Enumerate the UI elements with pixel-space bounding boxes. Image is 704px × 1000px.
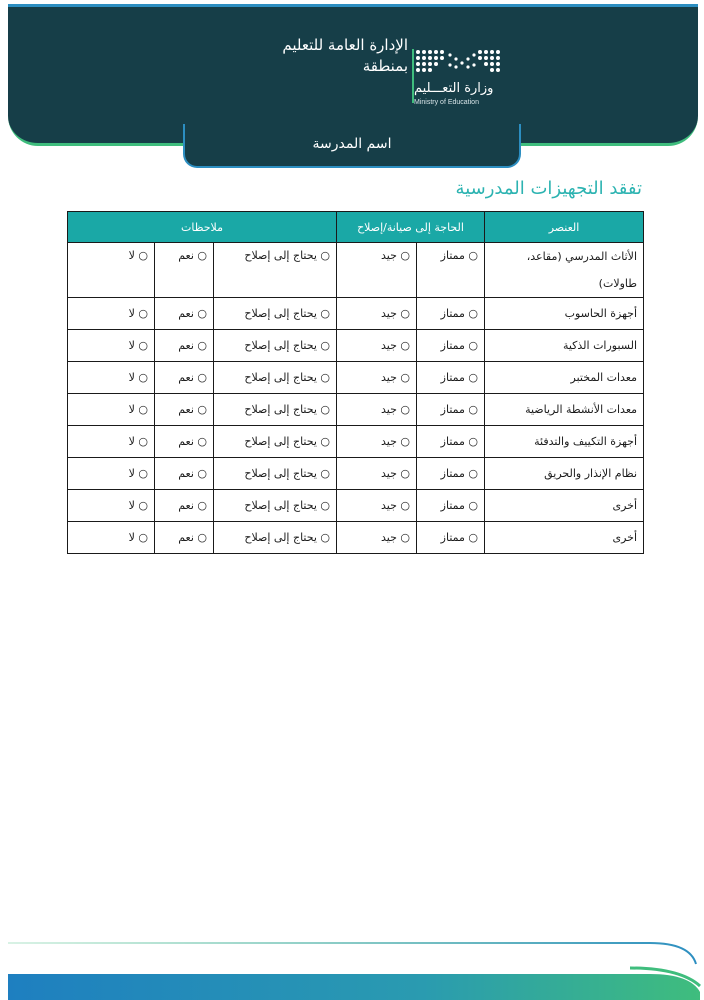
school-name-label: اسم المدرسة: [312, 136, 392, 152]
option-good[interactable]: ○ جيد: [337, 426, 417, 458]
ministry-logo: [406, 43, 506, 115]
option-yes[interactable]: ○ نعم: [155, 394, 214, 426]
table-row: [68, 394, 644, 426]
option-yes[interactable]: ○ نعم: [155, 298, 214, 330]
option-needs-repair[interactable]: ○ يحتاج إلى إصلاح: [214, 298, 337, 330]
option-yes[interactable]: ○ نعم: [155, 243, 214, 298]
option-excellent[interactable]: ○ ممتاز: [417, 330, 485, 362]
directorate-title-line2: بمنطقة: [362, 57, 408, 75]
logo-dots-icon: [414, 47, 504, 77]
option-excellent[interactable]: ○ ممتاز: [417, 458, 485, 490]
option-no[interactable]: ○ لا: [68, 458, 155, 490]
row-item-label: أجهزة التكييف والتدفئة: [485, 426, 644, 458]
option-no[interactable]: ○ لا: [68, 490, 155, 522]
option-good[interactable]: ○ جيد: [337, 298, 417, 330]
row-item-label: معدات المختبر: [485, 362, 644, 394]
table-row: [68, 522, 644, 554]
table-header-row: [68, 212, 644, 243]
option-good[interactable]: ○ جيد: [337, 394, 417, 426]
table-row: [68, 490, 644, 522]
equipment-inspection-table: [67, 211, 644, 554]
option-excellent[interactable]: ○ ممتاز: [417, 522, 485, 554]
option-needs-repair[interactable]: ○ يحتاج إلى إصلاح: [214, 243, 337, 298]
option-good[interactable]: ○ جيد: [337, 243, 417, 298]
option-no[interactable]: ○ لا: [68, 394, 155, 426]
table-row: [68, 426, 644, 458]
header-need: الحاجة إلى صيانة/إصلاح: [337, 212, 485, 243]
school-name-tab: [183, 124, 521, 168]
logo-english-text: Ministry of Education: [414, 99, 479, 106]
option-yes[interactable]: ○ نعم: [155, 362, 214, 394]
footer-swoosh: [0, 934, 704, 1000]
option-needs-repair[interactable]: ○ يحتاج إلى إصلاح: [214, 458, 337, 490]
option-no[interactable]: ○ لا: [68, 426, 155, 458]
option-good[interactable]: ○ جيد: [337, 330, 417, 362]
option-no[interactable]: ○ لا: [68, 522, 155, 554]
directorate-title: [282, 35, 408, 77]
option-excellent[interactable]: ○ ممتاز: [417, 243, 485, 298]
option-good[interactable]: ○ جيد: [337, 362, 417, 394]
option-needs-repair[interactable]: ○ يحتاج إلى إصلاح: [214, 394, 337, 426]
option-no[interactable]: ○ لا: [68, 362, 155, 394]
option-good[interactable]: ○ جيد: [337, 490, 417, 522]
option-good[interactable]: ○ جيد: [337, 522, 417, 554]
option-excellent[interactable]: ○ ممتاز: [417, 298, 485, 330]
option-no[interactable]: ○ لا: [68, 243, 155, 298]
directorate-title-line1: الإدارة العامة للتعليم: [282, 36, 408, 54]
option-needs-repair[interactable]: ○ يحتاج إلى إصلاح: [214, 362, 337, 394]
table-row: [68, 330, 644, 362]
row-item-label: أخرى: [485, 490, 644, 522]
row-item-label: السبورات الذكية: [485, 330, 644, 362]
header-item: العنصر: [485, 212, 644, 243]
row-item-label: معدات الأنشطة الرياضية: [485, 394, 644, 426]
logo-arabic-text: وزارة التعـــليم: [414, 81, 494, 96]
table-row: [68, 458, 644, 490]
row-item-label: أخرى: [485, 522, 644, 554]
table-row: [68, 362, 644, 394]
header-notes: ملاحظات: [68, 212, 337, 243]
option-yes[interactable]: ○ نعم: [155, 458, 214, 490]
option-needs-repair[interactable]: ○ يحتاج إلى إصلاح: [214, 490, 337, 522]
option-good[interactable]: ○ جيد: [337, 458, 417, 490]
option-no[interactable]: ○ لا: [68, 298, 155, 330]
option-excellent[interactable]: ○ ممتاز: [417, 394, 485, 426]
option-needs-repair[interactable]: ○ يحتاج إلى إصلاح: [214, 522, 337, 554]
option-yes[interactable]: ○ نعم: [155, 490, 214, 522]
option-excellent[interactable]: ○ ممتاز: [417, 362, 485, 394]
row-item-label: أجهزة الحاسوب: [485, 298, 644, 330]
option-excellent[interactable]: ○ ممتاز: [417, 426, 485, 458]
option-needs-repair[interactable]: ○ يحتاج إلى إصلاح: [214, 330, 337, 362]
table-row: [68, 298, 644, 330]
row-item-label: نظام الإنذار والحريق: [485, 458, 644, 490]
option-yes[interactable]: ○ نعم: [155, 522, 214, 554]
row-item-label: الأثاث المدرسي (مقاعد، طاولات): [485, 243, 644, 298]
option-no[interactable]: ○ لا: [68, 330, 155, 362]
table-body: [68, 243, 644, 554]
option-yes[interactable]: ○ نعم: [155, 330, 214, 362]
option-needs-repair[interactable]: ○ يحتاج إلى إصلاح: [214, 426, 337, 458]
option-yes[interactable]: ○ نعم: [155, 426, 214, 458]
page-title: تفقد التجهيزات المدرسية: [455, 178, 642, 199]
option-excellent[interactable]: ○ ممتاز: [417, 490, 485, 522]
table-row: [68, 243, 644, 298]
